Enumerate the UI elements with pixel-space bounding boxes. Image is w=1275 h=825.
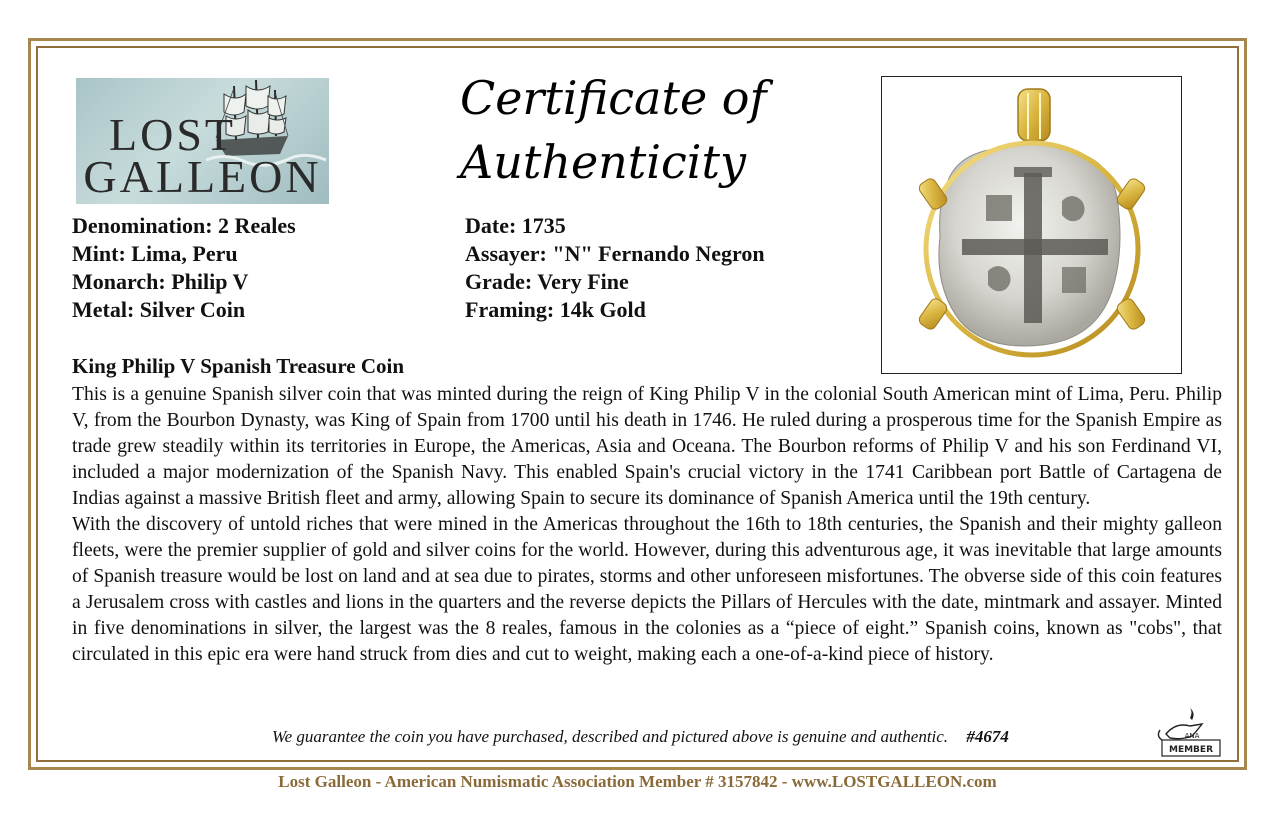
spec-denomination: Denomination: 2 Reales — [72, 213, 296, 238]
ana-lamp-icon — [1152, 708, 1222, 758]
certificate-number: #4674 — [966, 727, 1009, 746]
spec-assayer: Assayer: "N" Fernando Negron — [465, 241, 765, 266]
guarantee-statement — [272, 727, 1009, 747]
spec-monarch: Monarch: Philip V — [72, 269, 249, 294]
specs-right-column — [465, 212, 865, 324]
title-line-2: Authenticity — [460, 135, 746, 189]
specs-left-column — [72, 212, 452, 324]
badge-line-1: ANA — [1184, 732, 1200, 740]
ana-member-badge — [1152, 708, 1222, 758]
guarantee-text: We guarantee the coin you have purchased, described and pictured above is genuine and authentic. — [272, 727, 949, 746]
description-paragraph-1: This is a genuine Spanish silver coin that was minted during the reign of King Philip V in the colonial South American mint of Lima, Peru. Philip V, from the Bourbon Dynasty, was King of Spain from 1700 until his death in 1746. He ruled during a prosperous time for the Spanish Empire as trade grew steadily within its territories in Europe, the Americas, Asia and Oceana. The Bourbon reforms of Philip V and his son Ferdinand VI, included a major modernization of the Spanish Navy. This enabled Spain's crucial victory in the 1741 Caribbean port Battle of Cartagena de Indias against a massive British fleet and army, allowing Spain to secure its dominance of Spanish America until the 19th century. — [72, 384, 1222, 509]
logo-text-galleon: GALLEON — [83, 151, 322, 202]
badge-line-2: MEMBER — [1169, 745, 1213, 755]
spec-metal: Metal: Silver Coin — [72, 297, 246, 322]
spec-grade: Grade: Very Fine — [465, 269, 629, 294]
footer-line: Lost Galleon - American Numismatic Association Member # 3157842 - www.LOSTGALLEON.com — [278, 772, 997, 791]
certificate-title — [460, 66, 840, 194]
description-text — [72, 382, 1222, 668]
spec-date: Date: 1735 — [465, 213, 566, 238]
section-title: King Philip V Spanish Treasure Coin — [72, 354, 405, 378]
spec-mint: Mint: Lima, Peru — [72, 241, 238, 266]
description-paragraph-2: With the discovery of untold riches that were mined in the Americas throughout the 16th to 18th centuries, the Spanish and their mighty galleon fleets, were the premier supplier of gold and silver coins for the world. However, during this adventurous age, it was inevitable that large amounts of Spanish treasure would be lost on land and at sea due to pirates, storms and other unforeseen misfortunes. The obverse side of this coin features a Jerusalem cross with castles and lions in the quarters and the reverse depicts the Pillars of Hercules with the date, mintmark and assayer. Minted in five denominations in silver, the largest was the 8 reales, famous in the colonies as a “piece of eight.” Spanish coins, known as "cobs", that circulated in this epic era were hand struck from dies and cut to weight, making each a one-of-a-kind piece of history. — [72, 514, 1222, 665]
title-line-1: Certificate of — [460, 71, 767, 125]
logo-text-lost: LOST — [109, 109, 236, 160]
spec-framing: Framing: 14k Gold — [465, 297, 646, 322]
coin-pendant-image — [882, 77, 1183, 375]
coin-photo — [881, 76, 1182, 374]
lost-galleon-logo — [76, 78, 329, 204]
